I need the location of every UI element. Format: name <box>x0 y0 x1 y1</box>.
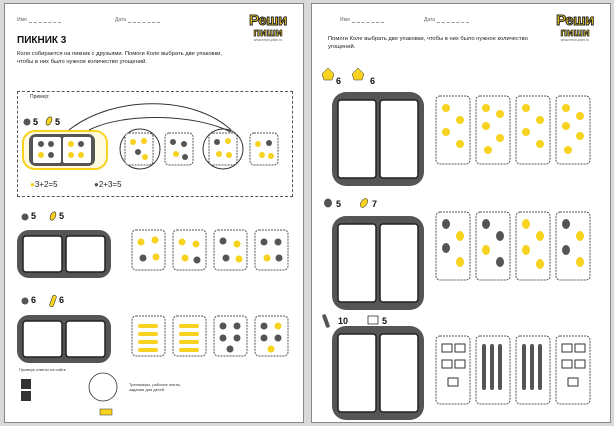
mascot-icon <box>89 373 117 401</box>
task-3-count-a: 10 <box>338 316 349 326</box>
task-1-count-a: 6 <box>336 76 342 86</box>
chick-icon <box>352 68 364 80</box>
chick-icon <box>322 68 334 80</box>
date-label: Дата <box>115 17 127 23</box>
page-title: ПИКНИК 3 <box>17 35 67 46</box>
footer-check-answers: Проверь ответы на сайте <box>19 367 67 372</box>
leaf-icon <box>359 197 370 209</box>
name-label: Имя <box>17 17 27 23</box>
task-1-count-b: 6 <box>370 76 376 86</box>
strawberry-icon <box>324 199 332 208</box>
svg-text:5: 5 <box>55 117 61 127</box>
task-2-count-a: 6 <box>31 295 37 305</box>
task-1-count-b: 5 <box>59 211 65 221</box>
example-equation-2: ●2+3=5 <box>94 180 122 189</box>
reshi-pishi-logo: Реши пиши www.reshi-pishi.ru <box>249 12 287 42</box>
worksheet-page-2 <box>311 3 611 423</box>
qr-code-icon <box>21 379 31 389</box>
instruction-text: Коля собирается на пикник с друзьями. Помоги Коле выбрать две упаковки, чтобы в них было нужное количество угощений. <box>17 51 223 65</box>
reshi-pishi-logo: Реши пиши www.reshi-pishi.ru <box>556 12 594 42</box>
task-1-count-a: 5 <box>31 211 37 221</box>
task-3-count-b: 5 <box>382 316 388 326</box>
name-label: Имя <box>340 17 350 23</box>
example-equation-1: ●3+2=5 <box>30 180 58 189</box>
pill-icon <box>322 314 331 329</box>
qr-code-icon <box>21 391 31 401</box>
footer-description: Тренажёры, рабочие листы, задания для детей <box>129 382 182 392</box>
task-2-count-a: 5 <box>336 199 342 209</box>
task-2-count-b: 6 <box>59 295 65 305</box>
domino-icon <box>368 316 378 324</box>
page-2-tasks <box>312 4 611 423</box>
task-2-count-b: 7 <box>372 199 378 209</box>
date-label: Дата <box>424 17 436 23</box>
footer-drawing <box>5 4 304 423</box>
worksheet-page-1 <box>4 3 304 423</box>
svg-text:5: 5 <box>33 117 39 127</box>
instruction-text: Помоги Коле выбрать две упаковки, чтобы в них было нужное количество угощений. <box>328 36 528 50</box>
example-label: Пример: <box>30 94 50 100</box>
